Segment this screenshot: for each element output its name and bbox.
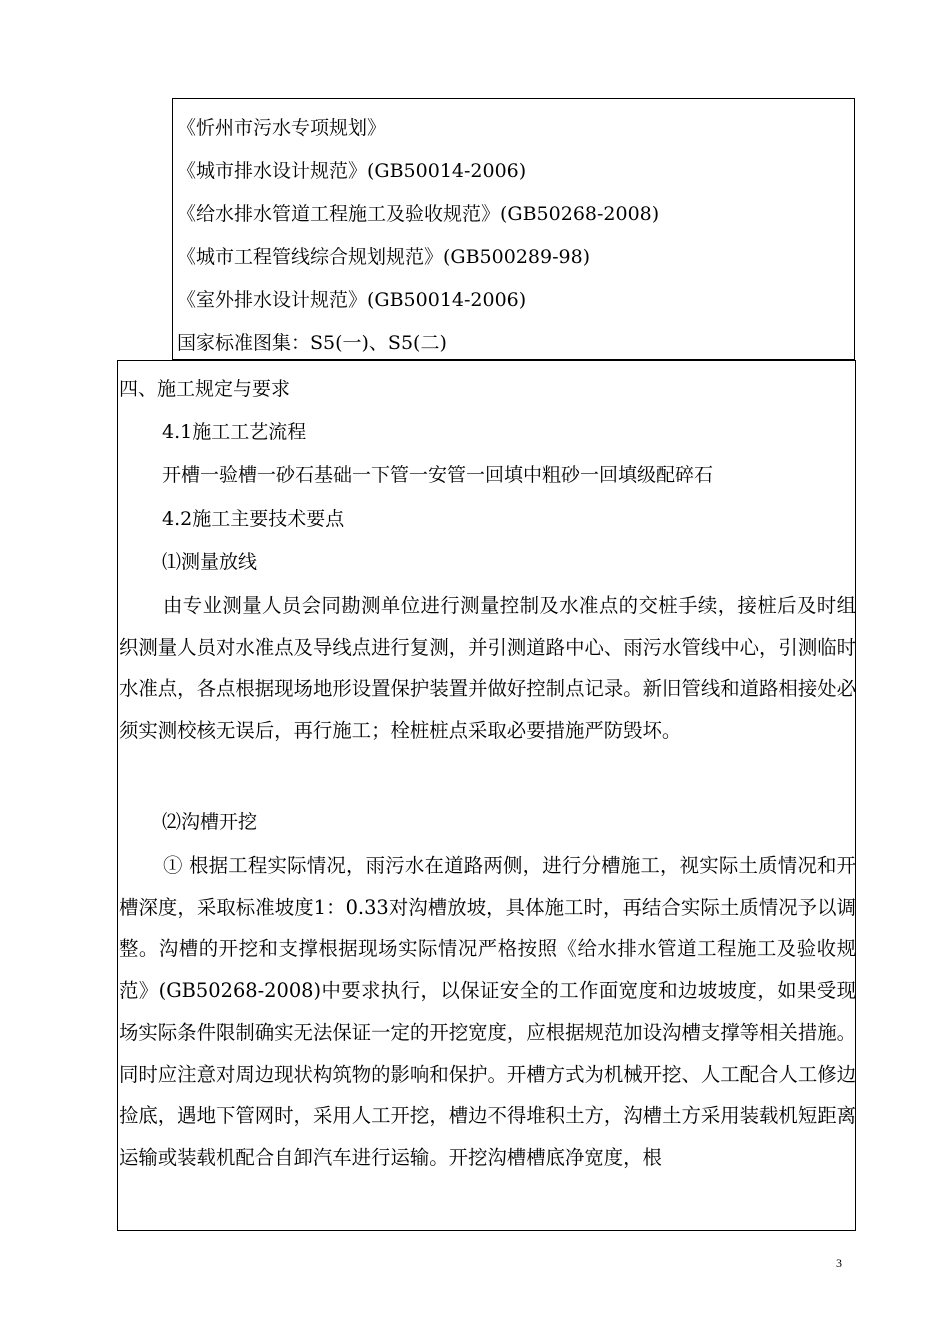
reference-line: 《城市工程管线综合规划规范》(GB500289-98) <box>177 246 591 268</box>
reference-line: 《室外排水设计规范》(GB50014-2006) <box>177 289 527 311</box>
reference-line: 《忻州市污水专项规划》 <box>177 117 387 139</box>
section-heading: 四、施工规定与要求 <box>119 378 291 400</box>
item-title: ⑴测量放线 <box>162 551 258 573</box>
reference-line: 国家标准图集：S5(一)、S5(二) <box>177 332 447 354</box>
construction-requirements-box <box>117 360 856 1231</box>
page-number: 3 <box>836 1256 842 1270</box>
excavation-paragraph: ① 根据工程实际情况，雨污水在道路两侧，进行分槽施工，视实际土质情况和开槽深度，采取标准坡度1：0.33对沟槽放坡，具体施工时，再结合实际土质情况予以调整。沟槽的开挖和支撑根据现场实际情况严格按照《给水排水管道工程施工及验收规范》(GB50268-2008)中要求执行，以保证安全的工作面宽度和边坡坡度，如果受现场实际条件限制确实无法保证一定的开挖宽度，应根据规范加设沟槽支撑等相关措施。同时应注意对周边现状构筑物的影响和保护。开槽方式为机械开挖、人工配合人工修边捡底，遇地下管网时，采用人工开挖，槽边不得堆积土方，沟槽土方采用装载机短距离运输或装载机配合自卸汽车进行运输。开挖沟槽槽底净宽度，根 <box>119 854 856 1169</box>
subsection-title: 4.2施工主要技术要点 <box>162 508 345 530</box>
reference-line: 《城市排水设计规范》(GB50014-2006) <box>177 160 527 182</box>
process-flow: 开槽一验槽一砂石基础一下管一安管一回填中粗砂一回填级配碎石 <box>162 464 714 486</box>
survey-paragraph: 由专业测量人员会同勘测单位进行测量控制及水准点的交桩手续，接桩后及时组织测量人员对水准点及导线点进行复测，并引测道路中心、雨污水管线中心，引测临时水准点，各点根据现场地形设置保护装置并做好控制点记录。新旧管线和道路相接处必须实测校核无误后，再行施工；栓桩桩点采取必要措施严防毁坏。 <box>119 594 856 743</box>
item-title: ⑵沟槽开挖 <box>162 811 258 833</box>
reference-line: 《给水排水管道工程施工及验收规范》(GB50268-2008) <box>177 203 660 225</box>
references-box <box>172 98 855 360</box>
subsection-title: 4.1施工工艺流程 <box>162 421 307 443</box>
